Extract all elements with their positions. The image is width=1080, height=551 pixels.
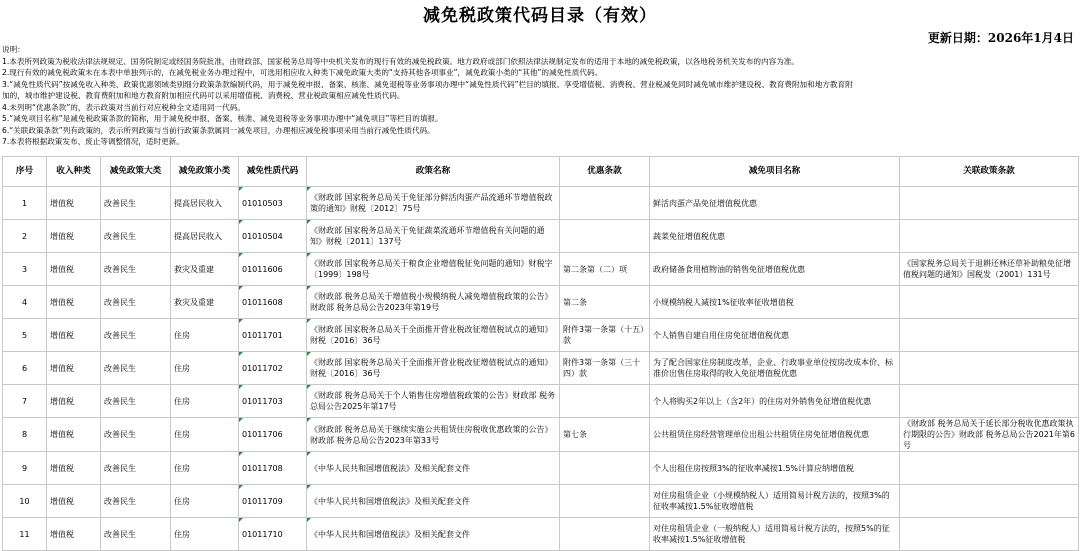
- table-row: [3, 418, 1079, 452]
- cell-exemption-code[interactable]: 01011709: [239, 485, 307, 518]
- table-row: [3, 319, 1079, 352]
- cell-policy-name[interactable]: 《财政部 税务总局关于个人销售住房增值税政策的公告》财政部 税务总局公告2025年第17号: [307, 385, 560, 418]
- cell-related-clause[interactable]: [900, 187, 1079, 220]
- cell-preferential-clause[interactable]: [560, 485, 650, 518]
- cell-exemption-code[interactable]: 01011706: [239, 418, 307, 452]
- cell-income-type[interactable]: 增值税: [47, 385, 101, 418]
- table-row: [3, 485, 1079, 518]
- table-header-row: [3, 157, 1079, 187]
- cell-policy-name[interactable]: 《财政部 国家税务总局关于粮食企业增值税征免问题的通知》财税字〔1999〕198号: [307, 253, 560, 286]
- note-line: 5.“减免项目名称”是减免税政策条款的简称，用于减免税申报、备案、核准、减免退税等业务事项办理中“减免项目”等栏目的填报。: [2, 114, 443, 123]
- cell-index[interactable]: 10: [3, 485, 47, 518]
- cell-income-type[interactable]: 增值税: [47, 187, 101, 220]
- cell-exemption-item[interactable]: 为了配合国家住房制度改革，企业、行政事业单位按房改成本价、标准价出售住房取得的收入免征增值税优惠: [650, 352, 900, 385]
- header-policy-subcategory[interactable]: 减免政策小类: [171, 157, 239, 187]
- cell-income-type[interactable]: 增值税: [47, 319, 101, 352]
- cell-policy-subcategory[interactable]: 提高居民收入: [171, 220, 239, 253]
- cell-related-clause[interactable]: [900, 452, 1079, 485]
- cell-policy-subcategory[interactable]: 住房: [171, 418, 239, 452]
- cell-policy-name[interactable]: 《财政部 国家税务总局关于免征部分鲜活肉蛋产品流通环节增值税政策的通知》财税〔2012〕75号: [307, 187, 560, 220]
- cell-exemption-item[interactable]: 小规模纳税人减按1%征收率征收增值税: [650, 286, 900, 319]
- note-line: 6.“关联政策条款”列有政策的，表示所列政策与当前行政策条款属同一减免项目，办理相应减免税事项采用当前行减免性质代码。: [2, 125, 435, 135]
- cell-related-clause[interactable]: [900, 485, 1079, 518]
- cell-exemption-item[interactable]: 个人将购买2年以上（含2年）的住房对外销售免征增值税优惠: [650, 385, 900, 418]
- cell-index[interactable]: 3: [3, 253, 47, 286]
- cell-policy-category[interactable]: 改善民生: [101, 319, 171, 352]
- cell-preferential-clause[interactable]: [560, 452, 650, 485]
- note-line: 1.本表所列政策为税收法律法规规定、国务院制定或经国务院批准，由财政部、国家税务总局等中央机关发布的现行有效的减免税政策。地方政府或部门依照法律法规制定发布的适用于本地的减免税政策，以各地税务机关发布的内容为准。: [2, 56, 799, 66]
- cell-exemption-item[interactable]: 对住房租赁企业（小规模纳税人）适用简易计税方法的，按照3%的征收率减按1.5%征收增值税: [650, 485, 900, 518]
- cell-exemption-item[interactable]: 蔬菜免征增值税优惠: [650, 220, 900, 253]
- cell-policy-name[interactable]: 《财政部 国家税务总局关于免征蔬菜流通环节增值税有关问题的通知》财税〔2011〕137号: [307, 220, 560, 253]
- cell-policy-subcategory[interactable]: 提高居民收入: [171, 187, 239, 220]
- cell-exemption-code[interactable]: 01011608: [239, 286, 307, 319]
- header-policy-category[interactable]: 减免政策大类: [101, 157, 171, 187]
- cell-policy-category[interactable]: 改善民生: [101, 418, 171, 452]
- cell-policy-category[interactable]: 改善民生: [101, 452, 171, 485]
- table-row: [3, 253, 1079, 286]
- cell-policy-category[interactable]: 改善民生: [101, 518, 171, 551]
- cell-index[interactable]: 1: [3, 187, 47, 220]
- cell-related-clause[interactable]: [900, 352, 1079, 385]
- cell-preferential-clause[interactable]: 附件3第一条第（三十四）款: [560, 352, 650, 385]
- cell-preferential-clause[interactable]: 第七条: [560, 418, 650, 452]
- cell-policy-name[interactable]: 《中华人民共和国增值税法》及相关配套文件: [307, 485, 560, 518]
- cell-policy-category[interactable]: 改善民生: [101, 385, 171, 418]
- cell-policy-subcategory[interactable]: 住房: [171, 352, 239, 385]
- cell-policy-name[interactable]: 《财政部 国家税务总局关于全面推开营业税改征增值税试点的通知》财税〔2016〕36号: [307, 352, 560, 385]
- cell-related-clause[interactable]: [900, 385, 1079, 418]
- page-title: 减免税政策代码目录（有效）: [423, 6, 657, 26]
- cell-exemption-code[interactable]: 01011606: [239, 253, 307, 286]
- cell-income-type[interactable]: 增值税: [47, 418, 101, 452]
- cell-exemption-code[interactable]: 01011708: [239, 452, 307, 485]
- header-policy-name[interactable]: 政策名称: [307, 157, 560, 187]
- cell-policy-category[interactable]: 改善民生: [101, 286, 171, 319]
- cell-related-clause[interactable]: 《财政部 税务总局关于延长部分税收优惠政策执行期限的公告》财政部 税务总局公告2021年第6号: [900, 418, 1079, 452]
- table-row: [3, 385, 1079, 418]
- cell-index[interactable]: 8: [3, 418, 47, 452]
- cell-index[interactable]: 4: [3, 286, 47, 319]
- cell-index[interactable]: 5: [3, 319, 47, 352]
- cell-policy-name[interactable]: 《中华人民共和国增值税法》及相关配套文件: [307, 518, 560, 551]
- cell-income-type[interactable]: 增值税: [47, 286, 101, 319]
- table-row: [3, 286, 1079, 319]
- cell-preferential-clause[interactable]: [560, 385, 650, 418]
- cell-policy-subcategory[interactable]: 住房: [171, 319, 239, 352]
- cell-policy-category[interactable]: 改善民生: [101, 352, 171, 385]
- notes-section: [2, 44, 1078, 156]
- cell-index[interactable]: 11: [3, 518, 47, 551]
- cell-related-clause[interactable]: [900, 518, 1079, 551]
- cell-policy-name[interactable]: 《财政部 国家税务总局关于全面推开营业税改征增值税试点的通知》财税〔2016〕36号: [307, 319, 560, 352]
- table-row: [3, 352, 1079, 385]
- cell-related-clause[interactable]: [900, 319, 1079, 352]
- header-income-type[interactable]: 收入种类: [47, 157, 101, 187]
- cell-income-type[interactable]: 增值税: [47, 253, 101, 286]
- note-line: 3.“减免性质代码”按减免收入种类、政策优惠领域类别细分政策条款编制代码，用于减免税申报、备案、核准、减免退税等业务事项办理中“减免性质代码”栏目的填报。享受增值税、消费税、营业税减免同时减免城市维护建设税、教育费附加和地方教育附: [2, 79, 853, 89]
- cell-exemption-code[interactable]: 01010503: [239, 187, 307, 220]
- cell-exemption-code[interactable]: 01011703: [239, 385, 307, 418]
- cell-policy-subcategory[interactable]: 救灾及重建: [171, 253, 239, 286]
- cell-policy-subcategory[interactable]: 住房: [171, 385, 239, 418]
- cell-policy-subcategory[interactable]: 住房: [171, 518, 239, 551]
- cell-exemption-code[interactable]: 01011701: [239, 319, 307, 352]
- note-line: 加的，城市维护建设税、教育费附加和地方教育附加相应代码可以采用增值税、消费税、营业税政策相应减免性质代码。: [2, 91, 405, 100]
- cell-policy-name[interactable]: 《财政部 税务总局关于继续实施公共租赁住房税收优惠政策的公告》财政部 税务总局公告2023年第33号: [307, 418, 560, 452]
- cell-policy-subcategory[interactable]: 救灾及重建: [171, 286, 239, 319]
- cell-policy-name[interactable]: 《中华人民共和国增值税法》及相关配套文件: [307, 452, 560, 485]
- cell-preferential-clause[interactable]: 第二条: [560, 286, 650, 319]
- cell-related-clause[interactable]: [900, 220, 1079, 253]
- cell-exemption-code[interactable]: 01010504: [239, 220, 307, 253]
- policy-code-table: [2, 156, 1079, 551]
- note-line: 2.现行有效的减免税政策未在本表中单独列示的，在减免税业务办理过程中，可选用相应收入种类下减免政策大类的“支持其他各项事业”，减免政策小类的“其他”的减免性质代码。: [2, 68, 603, 77]
- cell-policy-subcategory[interactable]: 住房: [171, 485, 239, 518]
- cell-preferential-clause[interactable]: [560, 187, 650, 220]
- cell-exemption-item[interactable]: 政府储备食用植物油的销售免征增值税优惠: [650, 253, 900, 286]
- table-row: [3, 187, 1079, 220]
- cell-income-type[interactable]: 增值税: [47, 518, 101, 551]
- cell-exemption-code[interactable]: 01011710: [239, 518, 307, 551]
- header-exemption-item[interactable]: 减免项目名称: [650, 157, 900, 187]
- cell-income-type[interactable]: 增值税: [47, 452, 101, 485]
- cell-exemption-item[interactable]: 个人出租住房按照3%的征收率减按1.5%计算应纳增值税: [650, 452, 900, 485]
- cell-preferential-clause[interactable]: 第二条第（二）项: [560, 253, 650, 286]
- cell-index[interactable]: 2: [3, 220, 47, 253]
- cell-policy-category[interactable]: 改善民生: [101, 187, 171, 220]
- cell-preferential-clause[interactable]: [560, 518, 650, 551]
- cell-policy-category[interactable]: 改善民生: [101, 485, 171, 518]
- note-line: 说明：: [2, 45, 25, 54]
- cell-policy-category[interactable]: 改善民生: [101, 220, 171, 253]
- cell-related-clause[interactable]: [900, 286, 1079, 319]
- cell-exemption-code[interactable]: 01011702: [239, 352, 307, 385]
- header-preferential-clause[interactable]: 优惠条款: [560, 157, 650, 187]
- header-related-clause[interactable]: 关联政策条款: [900, 157, 1079, 187]
- cell-policy-category[interactable]: 改善民生: [101, 253, 171, 286]
- cell-exemption-item[interactable]: 鲜活肉蛋产品免征增值税优惠: [650, 187, 900, 220]
- cell-related-clause[interactable]: 《国家税务总局关于退耕还林还草补助粮免征增值税问题的通知》国税发（2001）131号: [900, 253, 1079, 286]
- note-line: 7.本表将根据政策发布、废止等调整情况，适时更新。: [2, 137, 184, 146]
- cell-preferential-clause[interactable]: [560, 220, 650, 253]
- table-row: [3, 518, 1079, 551]
- cell-exemption-item[interactable]: 公共租赁住房经营管理单位出租公共租赁住房免征增值税优惠: [650, 418, 900, 452]
- cell-index[interactable]: 9: [3, 452, 47, 485]
- cell-policy-subcategory[interactable]: 住房: [171, 452, 239, 485]
- cell-index[interactable]: 7: [3, 385, 47, 418]
- table-row: [3, 220, 1079, 253]
- cell-exemption-item[interactable]: 对住房租赁企业（一般纳税人）适用简易计税方法的，按照5%的征收率减按1.5%征收增值税: [650, 518, 900, 551]
- cell-index[interactable]: 6: [3, 352, 47, 385]
- update-date: 更新日期：2026年1月4日: [927, 31, 1074, 45]
- cell-policy-name[interactable]: 《财政部 税务总局关于增值税小规模纳税人减免增值税政策的公告》财政部 税务总局公告2023年第19号: [307, 286, 560, 319]
- cell-income-type[interactable]: 增值税: [47, 220, 101, 253]
- cell-income-type[interactable]: 增值税: [47, 352, 101, 385]
- cell-preferential-clause[interactable]: 附件3第一条第（十五）款: [560, 319, 650, 352]
- table-row: [3, 452, 1079, 485]
- header-exemption-code[interactable]: 减免性质代码: [239, 157, 307, 187]
- cell-income-type[interactable]: 增值税: [47, 485, 101, 518]
- header-index[interactable]: 序号: [3, 157, 47, 187]
- note-line: 4.未列明“优惠条款”的，表示政策对当前行对应税种全文适用同一代码。: [2, 102, 245, 112]
- cell-exemption-item[interactable]: 个人销售自建自用住房免征增值税优惠: [650, 319, 900, 352]
